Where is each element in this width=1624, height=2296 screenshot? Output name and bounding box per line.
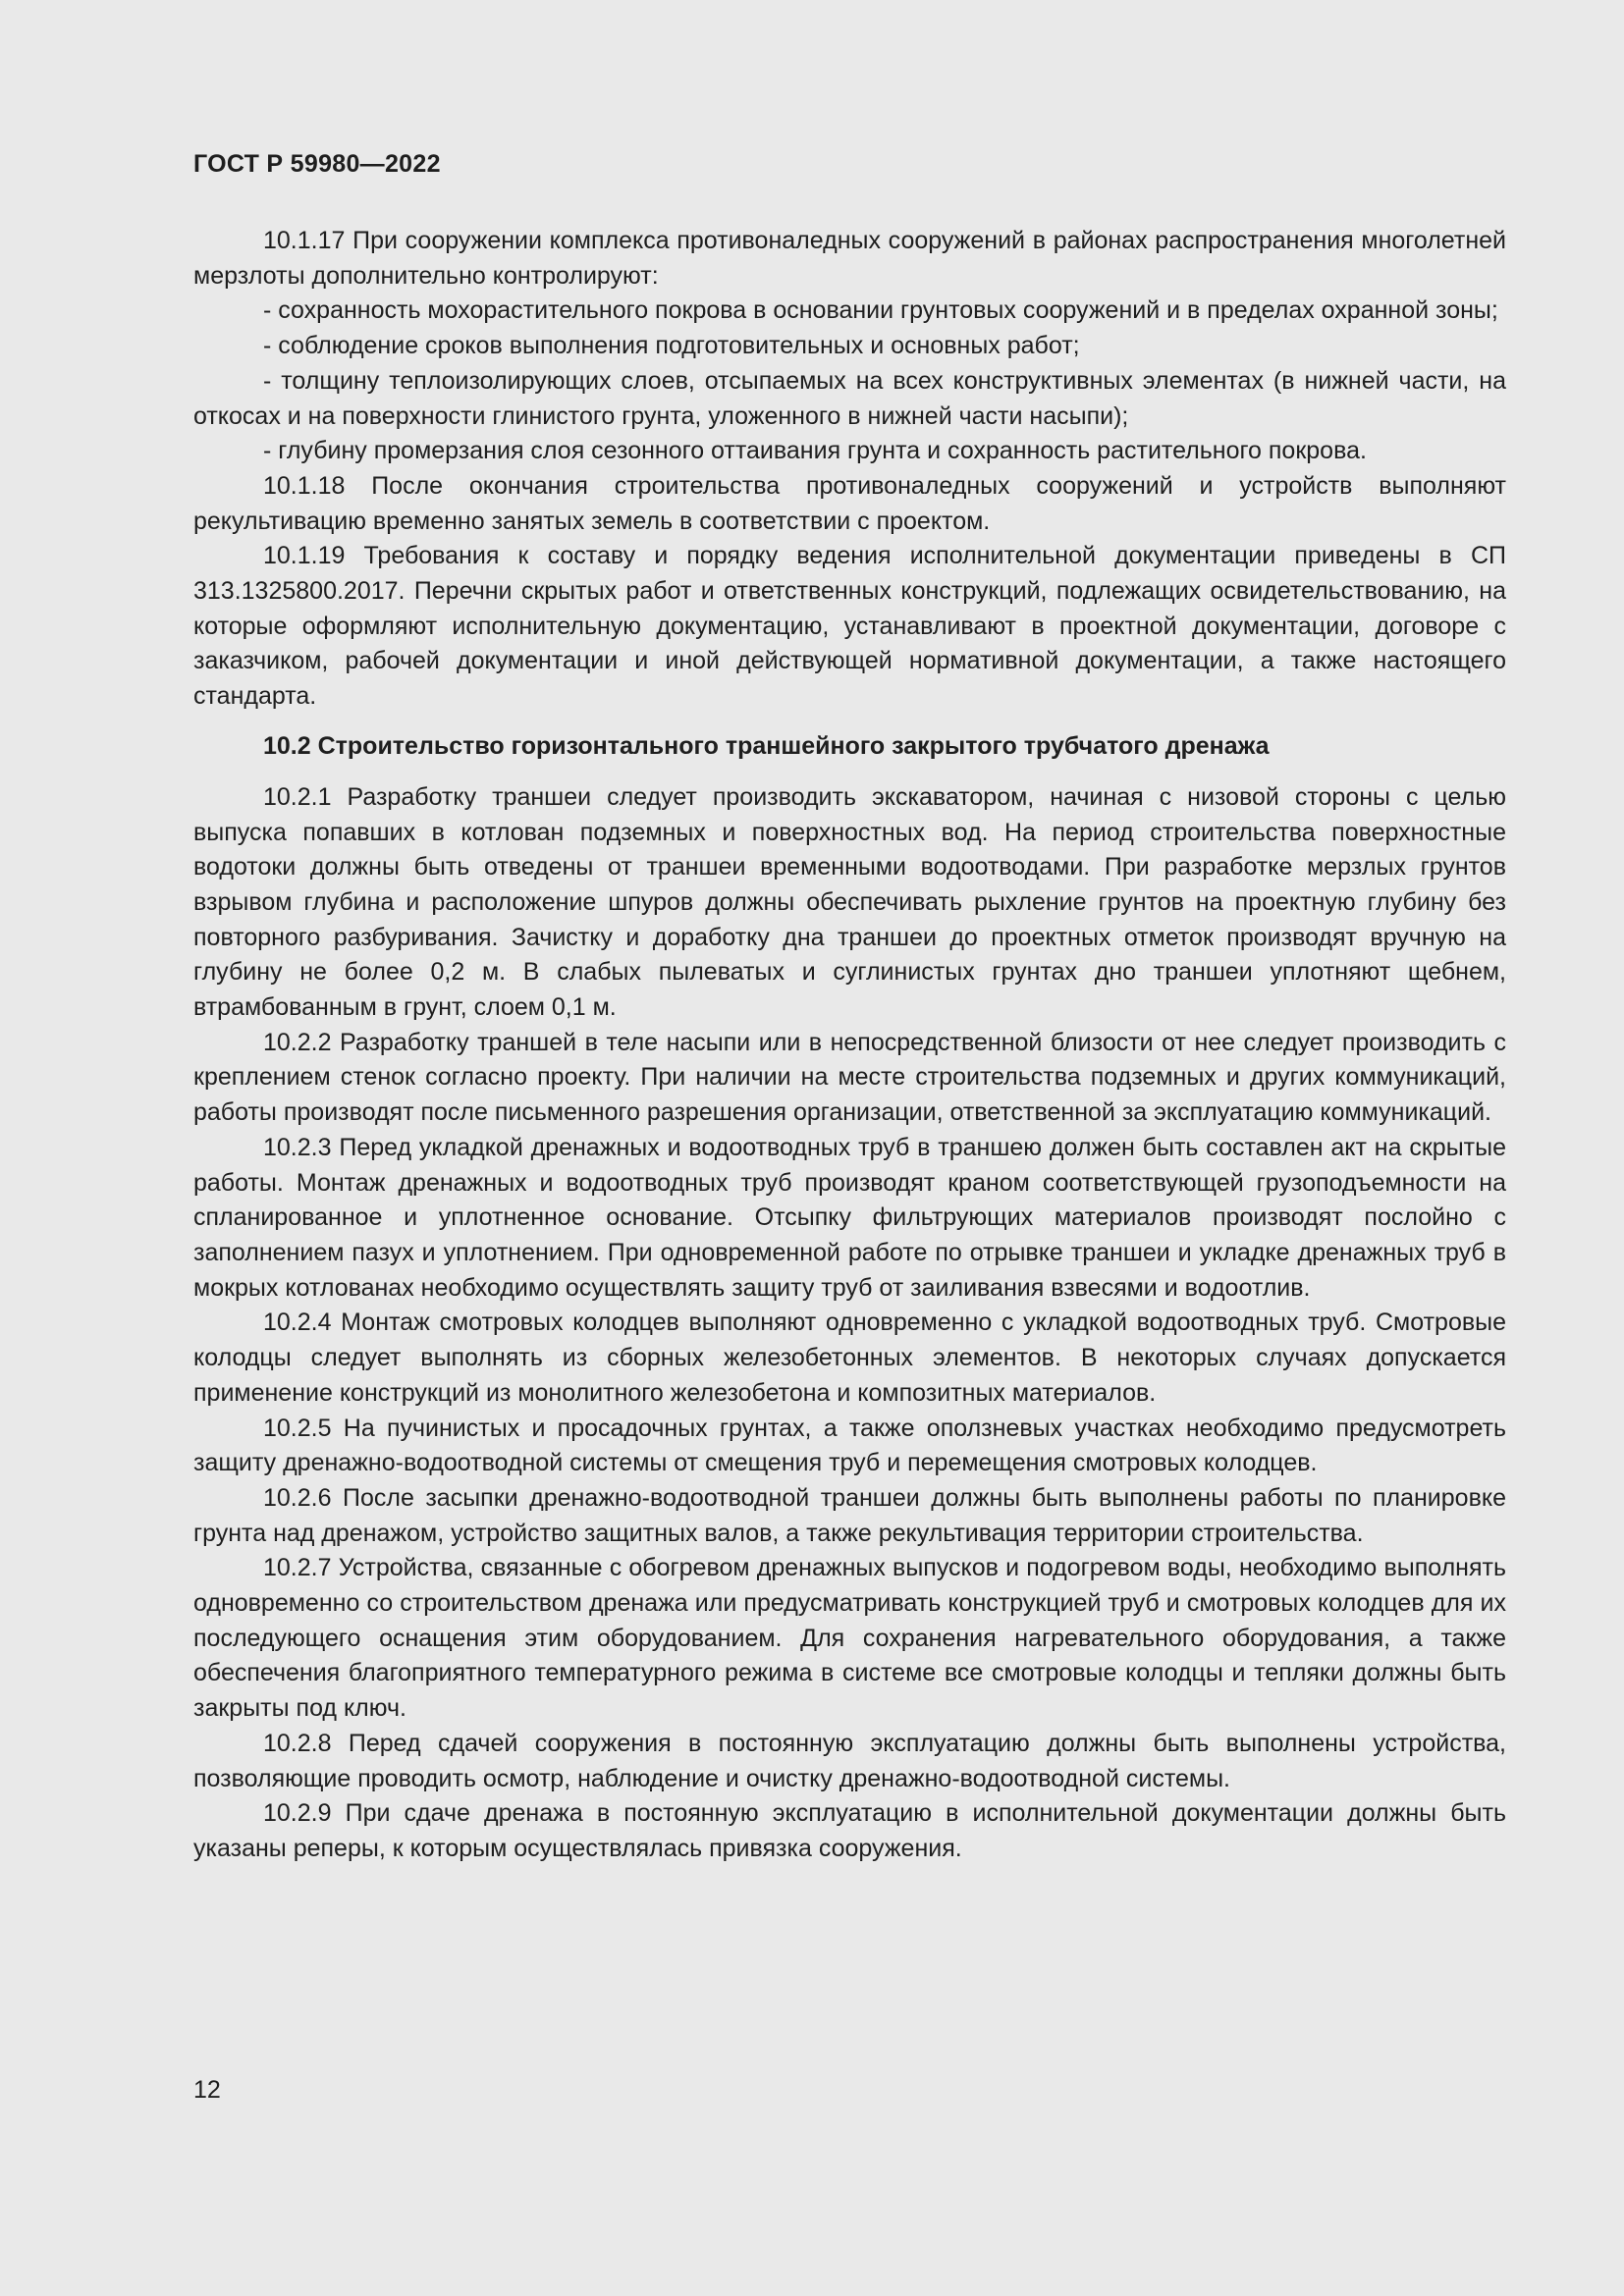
list-item: - толщину теплоизолирующих слоев, отсыпаемых на всех конструктивных элементах (в нижней части, на откосах и на поверхности глинистого грунта, уложенного в нижней части насыпи); <box>193 366 1506 430</box>
paragraph-10-2-7: 10.2.7 Устройства, связанные с обогревом дренажных выпусков и подогревом воды, необходимо выполнять одновременно со строительством дренажа или предусматривать конструкцией труб и смотровых колодцев для их последующего оснащения этим оборудованием. Для сохранения нагревательного оборудования, а также обеспечения благоприятного температурного режима в системе все смотровые колодцы и тепляки должны быть закрыты под ключ. <box>193 1554 1506 1723</box>
paragraph-10-2-9: 10.2.9 При сдаче дренажа в постоянную эксплуатацию в исполнительной документации должны быть указаны реперы, к которым осуществлялась привязка сооружения. <box>193 1799 1506 1862</box>
paragraph-10-1-19: 10.1.19 Требования к составу и порядку ведения исполнительной документации приведены в СП 313.1325800.2017. Перечни скрытых работ и ответственных конструкций, подлежащих освидетельствованию, на которые оформляют исполнительную документацию, устанавливают в проектной документации, договоре с заказчиком, рабочей документации и иной действующей нормативной документации, а также настоящего стандарта. <box>193 542 1506 711</box>
paragraph-10-2-3: 10.2.3 Перед укладкой дренажных и водоотводных труб в траншею должен быть составлен акт на скрытые работы. Монтаж дренажных и водоотводных труб производят краном соответствующей грузоподъемности на спланированное и уплотненное основание. Отсыпку фильтрующих материалов производят послойно с заполнением пазух и уплотнением. При одновременной работе по отрывке траншеи и укладке дренажных труб в мокрых котлованах необходимо осуществлять защиту труб от заиливания взвесями и водоотлив. <box>193 1133 1506 1302</box>
section-heading-10-2: 10.2 Строительство горизонтального траншейного закрытого трубчатого дренажа <box>263 731 1270 760</box>
paragraph-10-2-4: 10.2.4 Монтаж смотровых колодцев выполняют одновременно с укладкой водоотводных труб. Смотровые колодцы следует выполнять из сборных железобетонных элементов. В некоторых случаях допускается применение конструкций из монолитного железобетона и композитных материалов. <box>193 1308 1506 1407</box>
paragraph-10-1-17: 10.1.17 При сооружении комплекса противоналедных сооружений в районах распространения многолетней мерзлоты дополнительно контролируют: <box>193 227 1506 290</box>
paragraph-10-2-5: 10.2.5 На пучинистых и просадочных грунтах, а также оползневых участках необходимо предусмотреть защиту дренажно-водоотводной системы от смещения труб и перемещения смотровых колодцев. <box>193 1414 1506 1477</box>
list-item: - сохранность мохорастительного покрова в основании грунтовых сооружений и в пределах охранной зоны; <box>263 296 1498 325</box>
paragraph-10-2-2: 10.2.2 Разработку траншей в теле насыпи или в непосредственной близости от нее следует производить с креплением стенок согласно проекту. При наличии на месте строительства подземных и других коммуникаций, работы производят после письменного разрешения организации, ответственной за эксплуатацию коммуникаций. <box>193 1028 1506 1127</box>
paragraph-10-2-8: 10.2.8 Перед сдачей сооружения в постоянную эксплуатацию должны быть выполнены устройства, позволяющие проводить осмотр, наблюдение и очистку дренажно-водоотводной системы. <box>193 1729 1506 1792</box>
list-item: - соблюдение сроков выполнения подготовительных и основных работ; <box>263 332 1080 360</box>
page-number: 12 <box>193 2076 221 2104</box>
document-code-header: ГОСТ Р 59980—2022 <box>193 150 441 178</box>
paragraph-10-2-1: 10.2.1 Разработку траншеи следует производить экскаватором, начиная с низовой стороны с целью выпуска попавших в котлован подземных и поверхностных вод. На период строительства поверхностные водотоки должны быть отведены от траншеи временными водоотводами. При разработке мерзлых грунтов взрывом глубина и расположение шпуров должны обеспечивать рыхление грунтов на проектную глубину без повторного разбуривания. Зачистку и доработку дна траншеи до проектных отметок производят вручную на глубину не более 0,2 м. В слабых пылеватых и суглинистых грунтах дно траншеи уплотняют щебнем, втрамбованным в грунт, слоем 0,1 м. <box>193 782 1506 1022</box>
list-item: - глубину промерзания слоя сезонного оттаивания грунта и сохранность растительного покрова. <box>263 437 1367 465</box>
paragraph-10-2-6: 10.2.6 После засыпки дренажно-водоотводной траншеи должны быть выполнены работы по планировке грунта над дренажом, устройство защитных валов, а также рекультивация территории строительства. <box>193 1483 1506 1547</box>
paragraph-10-1-18: 10.1.18 После окончания строительства противоналедных сооружений и устройств выполняют рекультивацию временно занятых земель в соответствии с проектом. <box>193 471 1506 535</box>
document-body <box>193 224 1506 1867</box>
